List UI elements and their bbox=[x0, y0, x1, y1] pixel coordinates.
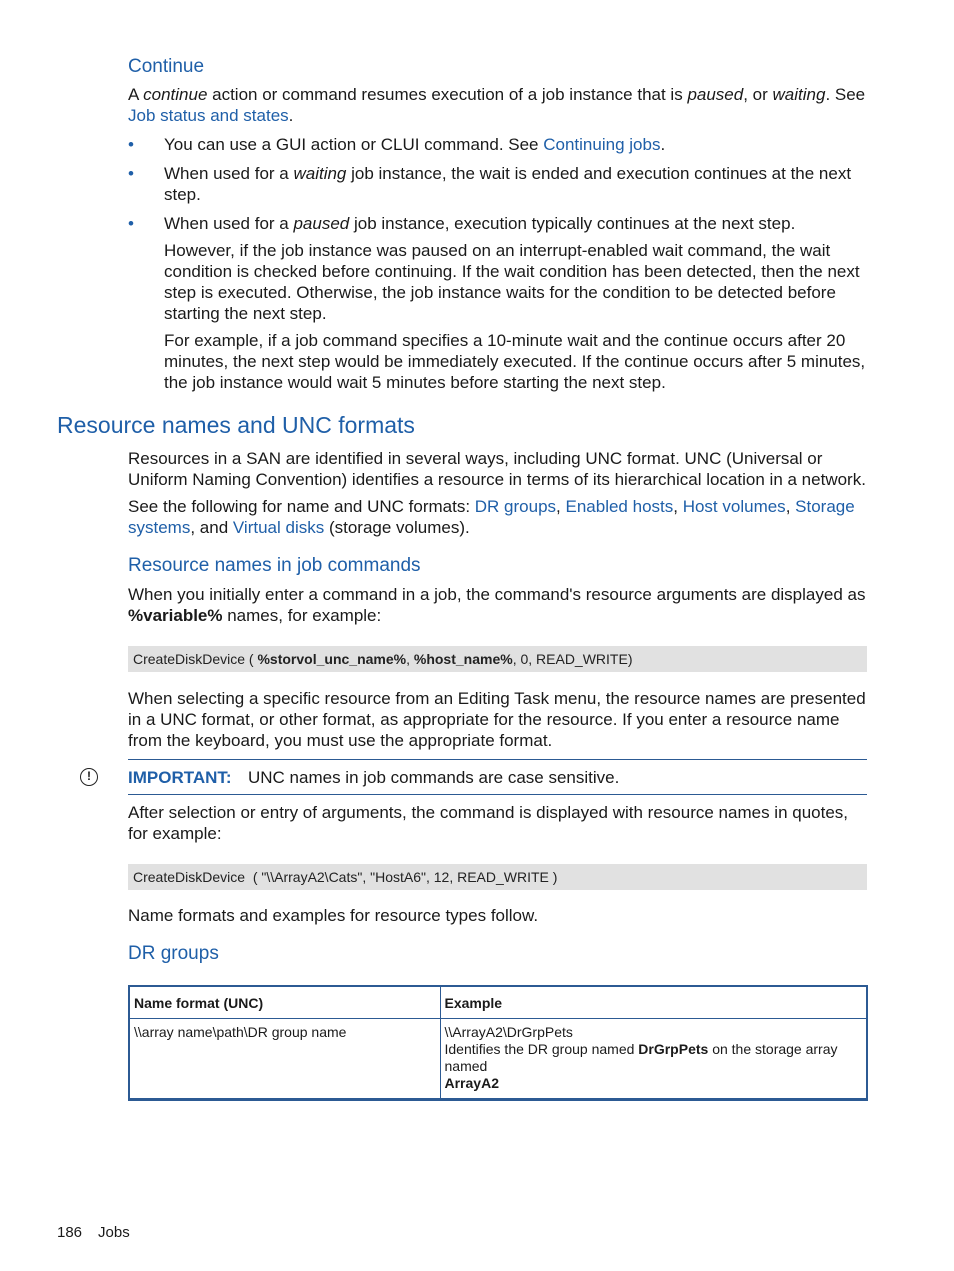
resource-intro-paragraph: Resources in a SAN are identified in several ways, including UNC format. UNC (Universal or Uniform Naming Convention) identifies a resource in terms of its hierarchical location in a network. bbox=[128, 449, 866, 489]
bullet-item: • When used for a waiting job instance, the wait is ended and execution continues at the next step. bbox=[128, 164, 852, 204]
footer-section: Jobs bbox=[98, 1224, 130, 1241]
continue-bullet-list bbox=[128, 134, 870, 401]
continue-heading: Continue bbox=[128, 56, 205, 77]
important-icon: ! bbox=[80, 768, 98, 786]
name-formats-paragraph: Name formats and examples for resource types follow. bbox=[128, 906, 539, 925]
paused-detail-paragraph: However, if the job instance was paused on an interrupt-enabled wait command, the wait condition is checked before continuing. If the wait condition has been detected, then the next step is executed. Otherwise, the job instance waits for the condition to be detected before starting the next step. bbox=[164, 241, 860, 323]
paused-example-paragraph: For example, if a job command specifies a 10-minute wait and the continue occurs after 20 minutes, the next step would be immediately executed. If the continue occurs after 5 minutes, the job instance would wait 5 minutes before starting the next step. bbox=[164, 331, 866, 392]
continue-intro: A continue action or command resumes execution of a job instance that is paused, or waiting. See Job status and states. bbox=[128, 85, 866, 125]
bullet-dot-icon: • bbox=[128, 164, 134, 183]
job-commands-intro: When you initially enter a command in a job, the command's resource arguments are displayed as %variable% names, for example: bbox=[128, 585, 866, 625]
selection-paragraph: When selecting a specific resource from an Editing Task menu, the resource names are presented in a UNC format, or other format, as appropriate for the resource. If you enter a resource name from the keyboard, you must use the appropriate format. bbox=[128, 689, 866, 750]
resource-see-paragraph: See the following for name and UNC formats: DR groups, Enabled hosts, Host volumes, Storage systems, and Virtual disks (storage volumes). bbox=[128, 497, 855, 537]
storage-systems-link[interactable]: Storage systems bbox=[128, 497, 855, 537]
column-header-name-format: Name format (UNC) bbox=[130, 987, 440, 1018]
important-label: IMPORTANT: bbox=[128, 768, 232, 787]
enabled-hosts-link[interactable]: Enabled hosts bbox=[565, 497, 674, 516]
host-volumes-link[interactable]: Host volumes bbox=[682, 497, 786, 516]
code-example-quoted: CreateDiskDevice ( "\\ArrayA2\Cats", "HostA6", 12, READ_WRITE ) bbox=[128, 864, 867, 890]
table-row bbox=[130, 1018, 866, 1098]
resource-names-heading: Resource names and UNC formats bbox=[57, 412, 415, 438]
bullet-dot-icon: • bbox=[128, 214, 134, 233]
table-header-row bbox=[130, 987, 866, 1018]
job-status-link[interactable]: Job status and states bbox=[128, 106, 289, 125]
code-example-variables: CreateDiskDevice ( %storvol_unc_name%, %host_name%, 0, READ_WRITE) bbox=[128, 646, 867, 672]
dr-groups-table bbox=[128, 985, 868, 1101]
column-header-example: Example bbox=[440, 987, 866, 1018]
important-text: UNC names in job commands are case sensitive. bbox=[248, 768, 620, 787]
important-note bbox=[128, 759, 867, 795]
page-number: 186 bbox=[57, 1224, 83, 1241]
virtual-disks-link[interactable]: Virtual disks bbox=[232, 518, 325, 537]
bullet-item: • When used for a paused job instance, execution typically continues at the next step. However, if the job instance was paused on an interrupt-enabled wait command, the wait condition is checked before continuing. If the wait condition has been detected, then the next step is executed. Otherwise, the job instance waits for the condition to be detected before starting the next step. For example, if a job command specifies a 10-minute wait and the continue occurs after 20 minutes, the next step would be immediately executed. If the continue occurs after 5 minutes, the job instance would wait 5 minutes before starting the next step. bbox=[128, 213, 870, 393]
cell-example: \\ArrayA2\DrGrpPets Identifies the DR group named DrGrpPets on the storage array named ArrayA2 bbox=[440, 1018, 866, 1098]
bullet-dot-icon: • bbox=[128, 135, 134, 154]
dr-groups-link[interactable]: DR groups bbox=[474, 497, 557, 516]
page-footer bbox=[57, 1222, 130, 1243]
dr-groups-heading: DR groups bbox=[128, 943, 219, 964]
continuing-jobs-link[interactable]: Continuing jobs bbox=[543, 135, 661, 154]
job-commands-heading: Resource names in job commands bbox=[128, 555, 421, 576]
bullet-item: • You can use a GUI action or CLUI command. See Continuing jobs. bbox=[128, 135, 666, 154]
cell-name-format: \\array name\path\DR group name bbox=[134, 1023, 347, 1040]
after-selection-paragraph: After selection or entry of arguments, the command is displayed with resource names in quotes, for example: bbox=[128, 803, 849, 843]
